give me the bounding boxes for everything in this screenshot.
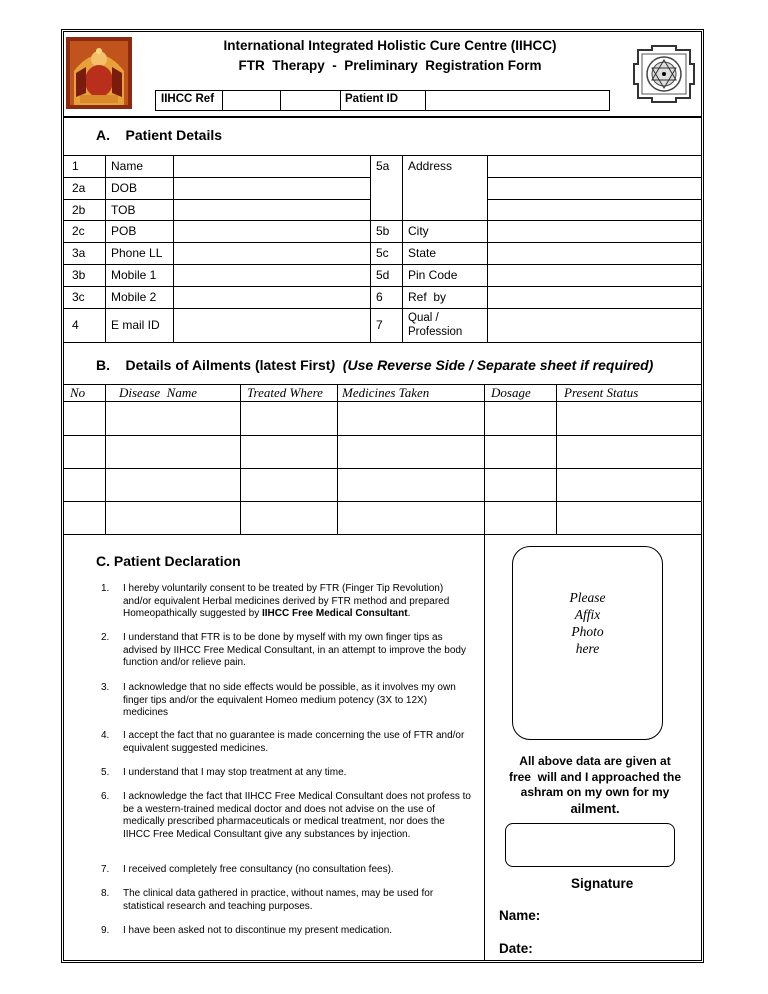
declaration-4: 4. I accept the fact that no guarantee is made concerning the use of FTR and/or equivalent suggested medicines. xyxy=(101,730,465,754)
ref-label: IIHCC Ref xyxy=(161,93,215,105)
row-2c-no: 2c xyxy=(72,224,85,238)
yantra-logo xyxy=(632,44,696,104)
city-input[interactable] xyxy=(488,221,700,241)
address-label: Address xyxy=(408,159,453,173)
dob-label: DOB xyxy=(111,181,138,195)
row-2b-no: 2b xyxy=(72,203,86,217)
declaration-8: 8. The clinical data gathered in practice, without names, may be used for statistical research and teaching purposes. xyxy=(101,888,434,912)
row-1-no: 1 xyxy=(72,159,79,173)
patient-id-label: Patient ID xyxy=(345,93,399,105)
pob-input[interactable] xyxy=(174,221,369,241)
row-5b-no: 5b xyxy=(376,224,390,238)
pob-label: POB xyxy=(111,224,137,238)
col-medicines-header: Medicines Taken xyxy=(342,385,430,400)
declaration-6: 6. I acknowledge the fact that IIHCC Free Medical Consultant does not profess to be a western-trained medical doctor and does not advise on the use of medically prescribed pharmaceuticals or medical treatment, nor does the IIHCC Free Medical Consultant give any substances by injection. xyxy=(101,791,471,840)
col-status-header: Present Status xyxy=(564,385,639,400)
declaration-7: 7. I received completely free consultancy (no consultation fees). xyxy=(101,864,394,875)
declaration-5: 5. I understand that I may stop treatment at any time. xyxy=(101,767,347,778)
row-4-no: 4 xyxy=(72,318,79,332)
consent-statement: All above data are given at free will and I approached the ashram on my own for my ailment. xyxy=(508,754,682,816)
signature-box[interactable] xyxy=(505,823,675,867)
name-label: Name xyxy=(111,159,144,173)
date-label: Date: xyxy=(499,941,533,956)
ref-by-label: Ref by xyxy=(408,290,447,304)
mobile-1-label: Mobile 1 xyxy=(111,268,157,282)
photo-placeholder-text: Please Affix Photo here xyxy=(569,590,606,656)
row-7-no: 7 xyxy=(376,318,383,332)
email-input[interactable] xyxy=(174,309,369,341)
ailment-row-1[interactable] xyxy=(65,402,700,434)
state-input[interactable] xyxy=(488,243,700,263)
mobile-2-input[interactable] xyxy=(174,287,369,307)
pin-code-input[interactable] xyxy=(488,265,700,285)
qualification-input[interactable] xyxy=(488,309,700,341)
row-6-no: 6 xyxy=(376,290,383,304)
org-title: International Integrated Holistic Cure Centre (IIHCC) xyxy=(223,38,557,53)
email-label: E mail ID xyxy=(111,318,160,332)
phone-ll-label: Phone LL xyxy=(111,246,163,260)
section-c-title: C. Patient Declaration xyxy=(96,553,241,569)
row-5d-no: 5d xyxy=(376,268,390,282)
row-5a-no: 5a xyxy=(376,159,390,173)
section-b-title: B. Details of Ailments (latest First) (Use Reverse Side / Separate sheet if required) xyxy=(96,357,654,373)
col-dosage-header: Dosage xyxy=(491,385,531,400)
qual-label: Qual / xyxy=(408,312,439,324)
declaration-2: 2. I understand that FTR is to be done by myself with my own finger tips as advised by IIHCC Free Medical Consultant, in an attempt to improve the body function and/or relieve pain. xyxy=(101,632,466,668)
tob-label: TOB xyxy=(111,203,136,217)
name-sign-input[interactable] xyxy=(545,906,695,926)
ref-input-1[interactable] xyxy=(223,91,279,110)
mobile-2-label: Mobile 2 xyxy=(111,290,157,304)
address-input-1[interactable] xyxy=(488,156,700,176)
row-3b-no: 3b xyxy=(72,268,86,282)
col-no-header: No xyxy=(70,385,86,400)
ref-by-input[interactable] xyxy=(488,287,700,307)
declaration-3: 3. I acknowledge that no side effects would be possible, as it involves my own finger tips and/or the equivalent Homeo medium potency (3X to 12X) medicines xyxy=(101,682,456,718)
declaration-1: 1. I hereby voluntarily consent to be treated by FTR (Finger Tip Revolution) and/or equivalent Herbal medicines derived by FTR method and prepared Homeopathically suggested by IIHCC Free Medical Consultant. xyxy=(101,583,450,619)
ailment-row-3[interactable] xyxy=(65,469,700,500)
patient-id-input[interactable] xyxy=(426,91,609,110)
row-5c-no: 5c xyxy=(376,246,389,260)
deity-image xyxy=(66,37,132,109)
name-sign-label: Name: xyxy=(499,908,541,923)
signature-label: Signature xyxy=(571,876,634,891)
tob-input[interactable] xyxy=(174,200,369,219)
dob-input[interactable] xyxy=(174,178,369,198)
ailment-row-2[interactable] xyxy=(65,436,700,467)
state-label: State xyxy=(408,246,437,260)
phone-ll-input[interactable] xyxy=(174,243,369,263)
section-a-title: A. Patient Details xyxy=(96,127,223,143)
date-input[interactable] xyxy=(540,939,695,959)
mobile-1-input[interactable] xyxy=(174,265,369,285)
address-input-2[interactable] xyxy=(488,178,700,198)
pin-code-label: Pin Code xyxy=(408,268,458,282)
profession-label: Profession xyxy=(408,326,463,338)
address-input-3[interactable] xyxy=(488,200,700,219)
col-treated-header: Treated Where xyxy=(247,385,323,400)
row-3c-no: 3c xyxy=(72,290,85,304)
city-label: City xyxy=(408,224,429,238)
row-3a-no: 3a xyxy=(72,246,86,260)
form-title: FTR Therapy - Preliminary Registration Form xyxy=(238,58,542,73)
col-disease-header: Disease Name xyxy=(119,385,197,400)
ref-input-2[interactable] xyxy=(281,91,339,110)
name-input[interactable] xyxy=(174,156,369,176)
row-2a-no: 2a xyxy=(72,181,86,195)
ailment-row-4[interactable] xyxy=(65,502,700,533)
declaration-9: 9. I have been asked not to discontinue my present medication. xyxy=(101,925,393,936)
